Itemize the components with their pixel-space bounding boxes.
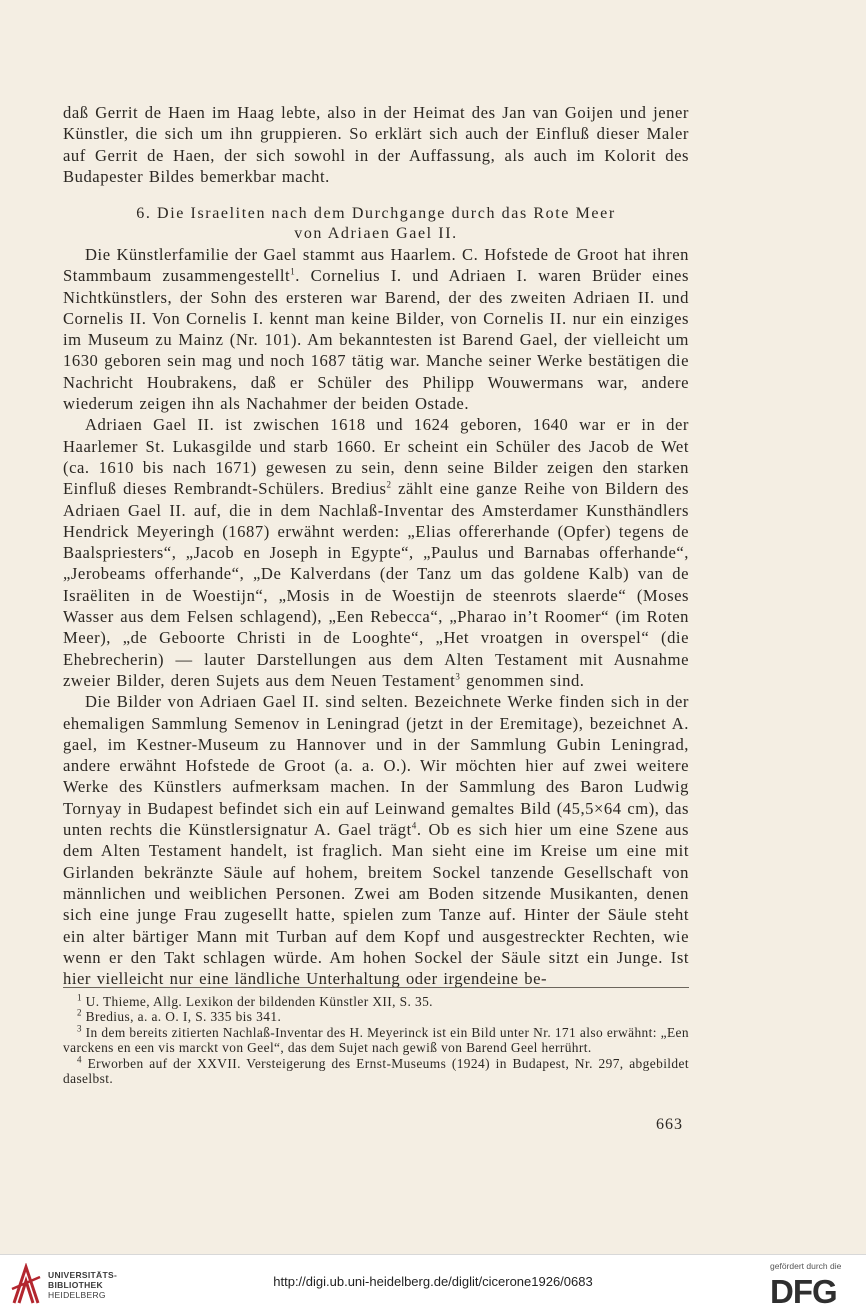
footnote-3 xyxy=(63,1025,689,1056)
paragraph-text: Die Bilder von Adriaen Gael II. sind selten. Bezeichnete Werke finden sich in der ehemaligen Sammlung Semenov in Leningrad (jetzt in der Eremitage), bezeichnet A. gael, im Kestner-Museum zu Hannover und in der Sammlung Gubin Leningrad, andere erwähnt Hofstede de Groot (a. a. O.). Wir möchten hier auf zwei weitere Werke des Künstlers aufmerksam machen. In der Sammlung des Baron Ludwig Tornyay in Budapest befindet sich ein auf Leinwand gemaltes Bild (45,5×64 cm), das unten rechts die Künstlersignatur A. Gael trägt xyxy=(63,692,689,840)
footnotes xyxy=(63,994,689,1086)
library-name-line: HEIDELBERG xyxy=(48,1290,106,1300)
paragraph-text: Adriaen Gael II. ist zwischen 1618 und 1624 geboren, 1640 war er in der Haarlemer St. Lukasgilde und starb 1660. Er scheint ein Schüler des Jacob de Wet (ca. 1610 bis nach 1671) gewesen zu sein, denn seine Bilder zeigen den starken Einfluß dieses Rembrandt-Schülers. Bredius xyxy=(63,415,689,499)
paragraph-text: Die Künstlerfamilie der Gael stammt aus Haarlem. C. Hofstede de Groot hat ihren Stammbaum zusammengestellt xyxy=(63,245,689,286)
footnote-text: U. Thieme, Allg. Lexikon der bildenden Künstler XII, S. 35. xyxy=(81,994,433,1009)
footnote-1 xyxy=(63,994,689,1009)
footnote-mark: 2 xyxy=(77,1007,82,1018)
paragraph-adriaen xyxy=(63,414,689,691)
footnote-text: Bredius, a. a. O. I, S. 335 bis 341. xyxy=(81,1009,282,1025)
paragraph-family xyxy=(63,244,689,414)
dfg-logo[interactable]: DFG xyxy=(770,1273,837,1310)
main-text-block xyxy=(63,244,689,989)
footnote-ref-1[interactable]: 1 xyxy=(290,266,296,277)
footnote-mark: 1 xyxy=(77,992,82,1003)
footnote-divider xyxy=(63,987,689,988)
footnote-ref-4[interactable]: 4 xyxy=(411,820,417,831)
footnote-ref-2[interactable]: 2 xyxy=(386,479,392,490)
viewer-footer xyxy=(0,1254,866,1315)
opening-paragraph-block xyxy=(63,102,689,187)
footnote-text: In dem bereits zitierten Nachlaß-Inventar des H. Meyerinck ist ein Bild unter Nr. 171 also erwähnt: „Een varckens en een vis marckt von Geel“, das dem Sujet nach gewiß von Barend Geel herrührt. xyxy=(63,1024,689,1056)
footnote-4 xyxy=(63,1056,689,1087)
permalink-url[interactable]: http://digi.ub.uni-heidelberg.de/diglit/cicerone1926/0683 xyxy=(273,1274,593,1289)
page-number: 663 xyxy=(656,1116,683,1133)
section-heading xyxy=(63,204,689,244)
section-heading-line-1: 6. Die Israeliten nach dem Durchgange durch das Rote Meer xyxy=(136,205,616,222)
funding-caption: gefördert durch die xyxy=(770,1261,842,1271)
paragraph-text: . Ob es sich hier um eine Szene aus dem Alten Testament handelt, ist fraglich. Man sieht eine im Kreise um eine mit Girlanden bekränzte Säule auf hohem, breitem Sockel tanzende Gesellschaft von männlichen und weiblichen Personen. Zwei am Boden sitzende Musikanten, denen sich eine junge Frau zugesellt hatte, spielen zum Tanze auf. Hinter der Säule steht ein alter bärtiger Mann mit Turban auf dem Kopf und ausgestreckter Rechten, wie wenn er den Takt schlagen würde. Am hohen Sockel der Säule sitzt ein Junge. Ist hier vielleicht nur eine ländliche Unterhaltung oder irgendeine be- xyxy=(63,820,689,989)
paragraph-text: genommen sind. xyxy=(460,670,585,690)
footnote-mark: 4 xyxy=(77,1054,82,1065)
paragraph-text: . Cornelius I. und Adriaen I. waren Brüder eines Nichtkünstlers, der Sohn des ersteren war Barend, der des zweiten Adriaen II. und Cornelis II. Von Cornelis I. kennt man keine Bilder, von Cornelis II. nur ein einziges im Museum zu Mainz (Nr. 101). Am bekanntesten ist Barend Gael, der vielleicht um 1630 geboren sein mag und noch 1687 tätig war. Manche seiner Werke bestätigen die Nachricht Houbrakens, daß er Schüler des Philipp Wouwermans war, andere wiederum zeigen ihn als Nachahmer der beiden Ostade. xyxy=(63,266,689,414)
paragraph-works xyxy=(63,691,689,989)
footnote-2 xyxy=(63,1009,689,1024)
library-name-line: UNIVERSITÄTS- xyxy=(48,1270,118,1280)
opening-paragraph: daß Gerrit de Haen im Haag lebte, also in der Heimat des Jan van Goijen und jener Künstler, die sich um ihn gruppieren. So erklärt sich auch der Einfluß dieser Maler auf Gerrit de Haen, der sich sowohl in der Auffassung, als auch im Kolorit des Budapester Bildes bemerkbar macht. xyxy=(63,103,689,186)
section-heading-line-2: von Adriaen Gael II. xyxy=(294,225,458,242)
footnote-ref-3[interactable]: 3 xyxy=(455,671,461,682)
library-name-line: BIBLIOTHEK xyxy=(48,1280,103,1290)
footnote-text: Erworben auf der XXVII. Versteigerung des Ernst-Museums (1924) in Budapest, Nr. 297, abgebildet daselbst. xyxy=(63,1055,689,1087)
paragraph-text: zählt eine ganze Reihe von Bildern des Adriaen Gael II. auf, die in dem Nachlaß-Inventar des Amsterdamer Kunsthändlers Hendrick Meyeringh (1687) erwähnt werden: „Elias offererhande (Opfer) tegens de Baalspriesters“, „Jacob en Joseph in Egypte“, „Paulus und Barnabas offerhande“, „Jerobeams offerhande“, „De Kalverdans (der Tanz um das goldene Kalb) van de Israëliten in de Woestijn“, „Mosis in de Woestijn de steenrots slaerde“ (Moses Wasser aus dem Felsen schlagend), „Een Rebecca“, „Pharao in’t Roomer“ (im Roten Meer), „de Geboorte Christi in de Looghte“, „Het vroatgen in overspel“ (die Ehebrecherin) — lauter Darstellungen aus dem Alten Testament mit Ausnahme zweier Bilder, deren Sujets aus dem Neuen Testament xyxy=(63,479,689,690)
footnote-mark: 3 xyxy=(77,1023,82,1034)
